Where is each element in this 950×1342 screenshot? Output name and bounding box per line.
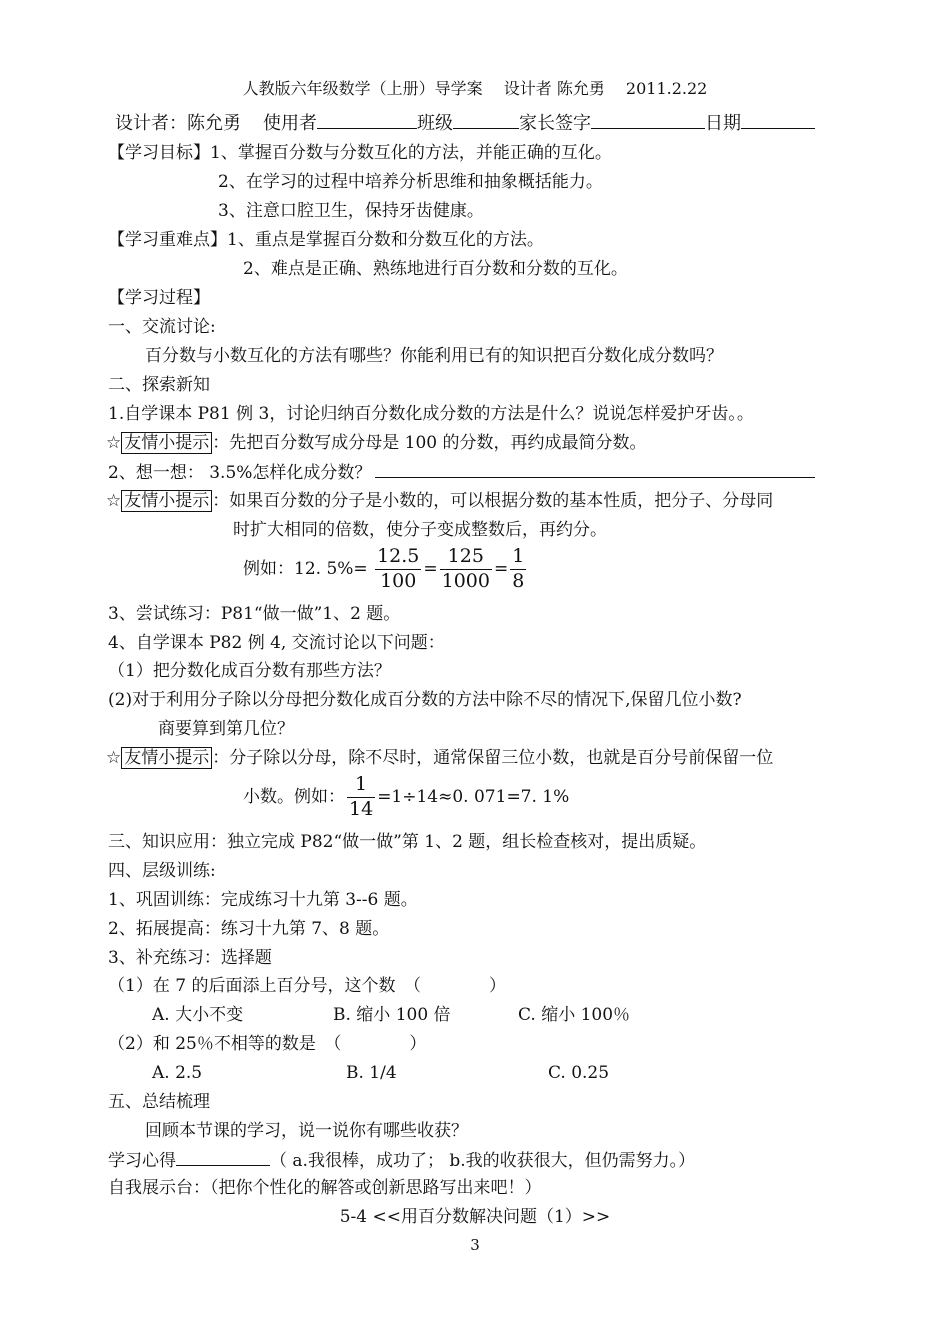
tip-1 (106, 432, 647, 454)
parent-blank[interactable] (591, 112, 705, 129)
section-4-item-2: 2、拓展提高：练习十九第 7、8 题。 (108, 919, 390, 939)
tip-3 (106, 747, 773, 769)
user-label: 使用者 (263, 113, 317, 134)
choice-question-1: （1）在 7 的后面添上百分号，这个数 （ ） (108, 976, 506, 996)
choice-1-option-b[interactable]: B. 缩小 100 倍 (333, 1005, 451, 1025)
choice-2-option-a[interactable]: A. 2.5 (152, 1063, 203, 1083)
section-5-title: 五、总结梳理 (108, 1092, 210, 1112)
example-1-prefix: 例如：12. 5%= (243, 558, 368, 579)
experience-label: 学习心得 (108, 1151, 176, 1171)
tip-label: 友情小提示 (121, 490, 212, 512)
fraction-1-over-14: $\frac{1}{14}$ (349, 773, 374, 820)
question-4-2a: (2)对于利用分子除以分母把分数化成百分数的方法中除不尽的情况下,保留几位小数? (108, 690, 742, 710)
star-icon: ☆ (106, 491, 122, 511)
goal-item-3: 3、注意口腔卫生，保持牙齿健康。 (218, 201, 484, 221)
tip-2-text-b: 时扩大相同的倍数，使分子变成整数后，再约分。 (233, 520, 607, 540)
question-4: 4、自学课本 P82 例 4, 交流讨论以下问题： (108, 633, 445, 653)
question-3: 3、尝试练习：P81“做一做”1、2 题。 (108, 604, 401, 624)
designer-label: 设计者：陈允勇 (115, 113, 241, 134)
tip-label: 友情小提示 (121, 432, 212, 454)
goal-item-1: 1、掌握百分数与分数互化的方法，并能正确的互化。 (210, 143, 612, 163)
question-2 (108, 461, 815, 484)
meta-line (115, 112, 815, 135)
self-show-line: 自我展示台：（把你个性化的解答或创新思路写出来吧！） (108, 1178, 542, 1198)
tip-label: 友情小提示 (121, 747, 212, 769)
question-4-2b: 商要算到第几位？ (158, 719, 294, 739)
goals-line-1 (108, 142, 612, 164)
choice-1-option-c[interactable]: C. 缩小 100％ (518, 1005, 631, 1025)
page-number: 3 (470, 1236, 480, 1254)
page-header: 人教版六年级数学（上册）导学案 设计者 陈允勇 2011.2.22 (242, 79, 708, 98)
example-2 (243, 775, 569, 820)
section-1-title: 一、交流讨论: (108, 317, 216, 337)
user-blank[interactable] (317, 112, 417, 129)
star-icon: ☆ (106, 748, 122, 768)
choice-2-option-b[interactable]: B. 1/4 (346, 1063, 397, 1083)
example-1 (243, 547, 528, 592)
keys-label: 【学习重难点】 (108, 230, 227, 250)
goals-label: 【学习目标】 (108, 143, 210, 163)
process-label: 【学习过程】 (108, 288, 210, 308)
example-2-prefix: 小数。例如： (243, 786, 345, 807)
key-item-2: 2、难点是正确、熟练地进行百分数和分数的互化。 (243, 259, 628, 279)
choice-2-option-c[interactable]: C. 0.25 (548, 1063, 610, 1083)
next-lesson-title: 5-4 <<用百分数解决问题（1）>> (339, 1207, 611, 1227)
tip-2 (106, 490, 773, 512)
date-label: 日期 (705, 113, 741, 134)
key-item-1: 1、重点是掌握百分数和分数互化的方法。 (227, 230, 544, 250)
fraction-1-over-8: $\frac{1}{8}$ (512, 545, 525, 592)
section-4-item-3: 3、补充练习：选择题 (108, 948, 272, 968)
equals-sign: = (423, 558, 438, 579)
answer-blank[interactable] (375, 461, 815, 478)
tip-3-text: ：分子除以分母，除不尽时，通常保留三位小数，也就是百分号前保留一位 (212, 748, 774, 768)
section-5-text: 回顾本节课的学习，说一说你有哪些收获？ (145, 1121, 468, 1141)
tip-2-text-a: ：如果百分数的分子是小数的，可以根据分数的基本性质，把分子、分母同 (212, 491, 774, 511)
experience-options: （ a.我很棒，成功了； b.我的收获很大，但仍需努力。） (270, 1151, 696, 1171)
fraction-125-over-1000: $\frac{125}{1000}$ (441, 545, 490, 592)
experience-line (108, 1149, 695, 1172)
parent-label: 家长签字 (519, 113, 591, 134)
class-blank[interactable] (453, 112, 519, 129)
class-label: 班级 (417, 113, 453, 134)
star-icon: ☆ (106, 433, 122, 453)
example-2-suffix: =1÷14≈0. 071=7. 1% (377, 786, 570, 807)
section-4-title: 四、层级训练: (108, 861, 216, 881)
date-blank[interactable] (741, 112, 815, 129)
question-1: 1.自学课本 P81 例 3，讨论归纳百分数化成分数的方法是什么？说说怎样爱护牙齿。。 (108, 404, 754, 424)
goal-item-2: 2、在学习的过程中培养分析思维和抽象概括能力。 (218, 172, 603, 192)
choice-1-option-a[interactable]: A. 大小不变 (152, 1005, 244, 1025)
section-1-text: 百分数与小数互化的方法有哪些？你能利用已有的知识把百分数化成分数吗？ (145, 346, 723, 366)
tip-1-text: ：先把百分数写成分母是 100 的分数，再约成最简分数。 (212, 433, 647, 453)
experience-blank[interactable] (176, 1149, 270, 1166)
keys-line-1 (108, 229, 544, 251)
choice-question-2: （2）和 25％不相等的数是 （ ） (108, 1034, 427, 1054)
section-4-item-1: 1、巩固训练：完成练习十九第 3--6 题。 (108, 890, 418, 910)
equals-sign: = (493, 558, 509, 579)
section-2-title: 二、探索新知 (108, 375, 210, 395)
question-2-text: 2、想一想： 3.5%怎样化成分数？ (108, 463, 372, 483)
question-4-1: （1）把分数化成百分数有那些方法？ (108, 661, 391, 681)
fraction-12.5-over-100: $\frac{12.5}{100}$ (377, 545, 420, 592)
section-3: 三、知识应用：独立完成 P82“做一做”第 1、2 题，组长检查核对，提出质疑。 (108, 832, 707, 852)
